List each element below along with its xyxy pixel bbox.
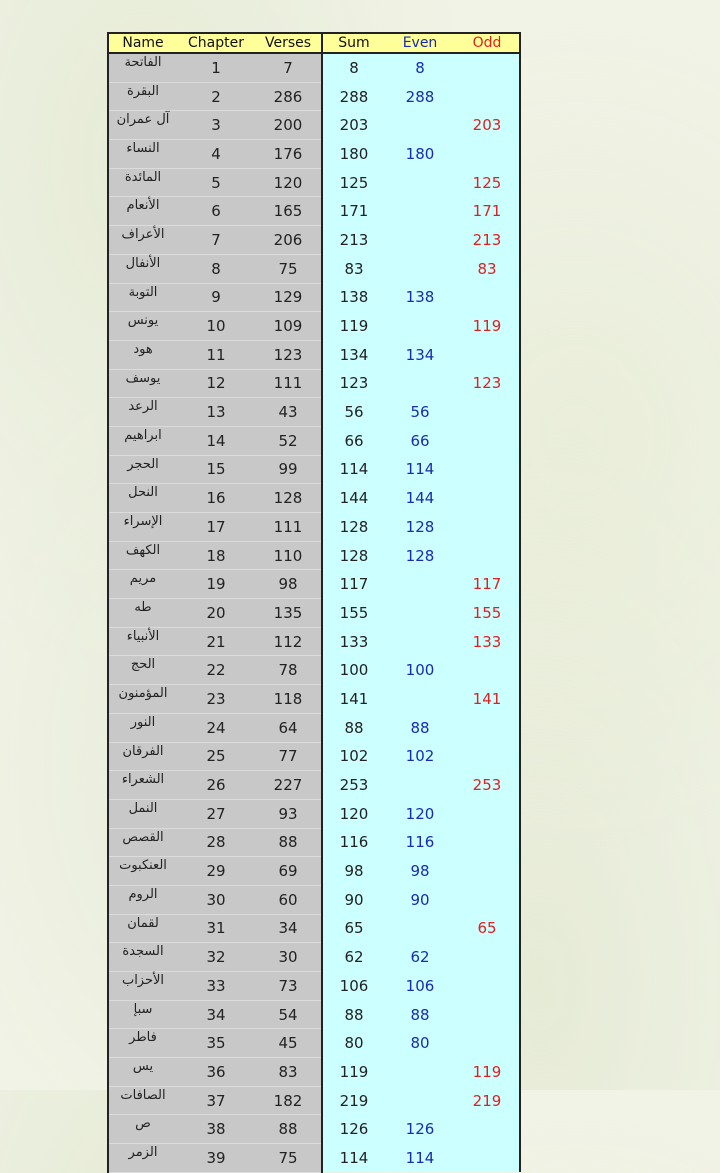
cell-verses: 78 bbox=[255, 656, 322, 685]
cell-odd bbox=[455, 541, 520, 570]
cell-odd: 65 bbox=[455, 914, 520, 943]
cell-name: العنكبوت bbox=[108, 857, 177, 886]
cell-sum: 66 bbox=[322, 426, 385, 455]
cell-chapter: 12 bbox=[177, 369, 255, 398]
cell-verses: 98 bbox=[255, 570, 322, 599]
cell-verses: 43 bbox=[255, 398, 322, 427]
cell-even: 90 bbox=[385, 885, 455, 914]
table-row bbox=[108, 53, 520, 82]
table-row bbox=[108, 226, 520, 255]
cell-odd bbox=[455, 799, 520, 828]
cell-chapter: 10 bbox=[177, 312, 255, 341]
cell-name: الأنعام bbox=[108, 197, 177, 226]
cell-odd bbox=[455, 972, 520, 1001]
cell-odd bbox=[455, 1115, 520, 1144]
cell-odd: 141 bbox=[455, 685, 520, 714]
cell-name: طه bbox=[108, 599, 177, 628]
cell-chapter: 39 bbox=[177, 1144, 255, 1173]
cell-even bbox=[385, 168, 455, 197]
cell-even bbox=[385, 254, 455, 283]
cell-odd bbox=[455, 656, 520, 685]
cell-even: 134 bbox=[385, 340, 455, 369]
cell-verses: 93 bbox=[255, 799, 322, 828]
table-row bbox=[108, 340, 520, 369]
cell-sum: 126 bbox=[322, 1115, 385, 1144]
header-name: Name bbox=[108, 33, 177, 53]
cell-sum: 128 bbox=[322, 513, 385, 542]
cell-verses: 52 bbox=[255, 426, 322, 455]
cell-sum: 133 bbox=[322, 627, 385, 656]
header-chapter: Chapter bbox=[177, 33, 255, 53]
cell-name: الأنفال bbox=[108, 254, 177, 283]
cell-chapter: 4 bbox=[177, 140, 255, 169]
cell-sum: 288 bbox=[322, 82, 385, 111]
cell-sum: 114 bbox=[322, 1144, 385, 1173]
cell-verses: 176 bbox=[255, 140, 322, 169]
cell-odd bbox=[455, 1000, 520, 1029]
header-sum: Sum bbox=[322, 33, 385, 53]
cell-chapter: 23 bbox=[177, 685, 255, 714]
cell-even: 116 bbox=[385, 828, 455, 857]
cell-name: النور bbox=[108, 713, 177, 742]
cell-odd bbox=[455, 713, 520, 742]
cell-sum: 123 bbox=[322, 369, 385, 398]
cell-sum: 171 bbox=[322, 197, 385, 226]
cell-verses: 128 bbox=[255, 484, 322, 513]
table-row bbox=[108, 82, 520, 111]
cell-chapter: 38 bbox=[177, 1115, 255, 1144]
table-row bbox=[108, 771, 520, 800]
cell-chapter: 6 bbox=[177, 197, 255, 226]
cell-odd: 213 bbox=[455, 226, 520, 255]
cell-even bbox=[385, 1058, 455, 1087]
cell-odd bbox=[455, 140, 520, 169]
cell-chapter: 21 bbox=[177, 627, 255, 656]
cell-chapter: 19 bbox=[177, 570, 255, 599]
table-row bbox=[108, 168, 520, 197]
header-even: Even bbox=[385, 33, 455, 53]
cell-odd bbox=[455, 742, 520, 771]
cell-name: مريم bbox=[108, 570, 177, 599]
cell-name: القصص bbox=[108, 828, 177, 857]
cell-chapter: 31 bbox=[177, 914, 255, 943]
cell-chapter: 24 bbox=[177, 713, 255, 742]
cell-sum: 65 bbox=[322, 914, 385, 943]
cell-chapter: 14 bbox=[177, 426, 255, 455]
cell-name: النحل bbox=[108, 484, 177, 513]
cell-verses: 165 bbox=[255, 197, 322, 226]
cell-name: فاطر bbox=[108, 1029, 177, 1058]
table-row bbox=[108, 828, 520, 857]
cell-chapter: 3 bbox=[177, 111, 255, 140]
cell-odd bbox=[455, 828, 520, 857]
cell-sum: 90 bbox=[322, 885, 385, 914]
cell-chapter: 17 bbox=[177, 513, 255, 542]
cell-odd: 203 bbox=[455, 111, 520, 140]
cell-verses: 60 bbox=[255, 885, 322, 914]
cell-sum: 144 bbox=[322, 484, 385, 513]
cell-sum: 141 bbox=[322, 685, 385, 714]
cell-odd: 219 bbox=[455, 1086, 520, 1115]
cell-even: 144 bbox=[385, 484, 455, 513]
cell-chapter: 30 bbox=[177, 885, 255, 914]
cell-name: الحجر bbox=[108, 455, 177, 484]
cell-name: لقمان bbox=[108, 914, 177, 943]
cell-odd: 171 bbox=[455, 197, 520, 226]
cell-name: الفاتحة bbox=[108, 53, 177, 82]
cell-chapter: 33 bbox=[177, 972, 255, 1001]
cell-verses: 129 bbox=[255, 283, 322, 312]
cell-name: يونس bbox=[108, 312, 177, 341]
cell-even bbox=[385, 599, 455, 628]
cell-sum: 119 bbox=[322, 1058, 385, 1087]
cell-chapter: 29 bbox=[177, 857, 255, 886]
cell-even: 106 bbox=[385, 972, 455, 1001]
cell-chapter: 32 bbox=[177, 943, 255, 972]
cell-even: 88 bbox=[385, 1000, 455, 1029]
cell-chapter: 28 bbox=[177, 828, 255, 857]
cell-verses: 73 bbox=[255, 972, 322, 1001]
cell-chapter: 7 bbox=[177, 226, 255, 255]
cell-verses: 110 bbox=[255, 541, 322, 570]
table-row bbox=[108, 943, 520, 972]
cell-odd bbox=[455, 885, 520, 914]
cell-name: هود bbox=[108, 340, 177, 369]
cell-odd: 123 bbox=[455, 369, 520, 398]
table-row bbox=[108, 541, 520, 570]
cell-name: الأنبياء bbox=[108, 627, 177, 656]
cell-name: الفرقان bbox=[108, 742, 177, 771]
cell-sum: 180 bbox=[322, 140, 385, 169]
cell-chapter: 27 bbox=[177, 799, 255, 828]
cell-even: 138 bbox=[385, 283, 455, 312]
cell-verses: 64 bbox=[255, 713, 322, 742]
cell-even: 114 bbox=[385, 455, 455, 484]
cell-sum: 114 bbox=[322, 455, 385, 484]
cell-even bbox=[385, 197, 455, 226]
cell-even: 56 bbox=[385, 398, 455, 427]
cell-odd bbox=[455, 857, 520, 886]
cell-even: 62 bbox=[385, 943, 455, 972]
cell-name: الرعد bbox=[108, 398, 177, 427]
cell-verses: 88 bbox=[255, 1115, 322, 1144]
cell-name: سبإ bbox=[108, 1000, 177, 1029]
cell-verses: 120 bbox=[255, 168, 322, 197]
table-row bbox=[108, 426, 520, 455]
cell-odd bbox=[455, 82, 520, 111]
cell-verses: 227 bbox=[255, 771, 322, 800]
cell-name: الإسراء bbox=[108, 513, 177, 542]
table-row bbox=[108, 914, 520, 943]
cell-sum: 138 bbox=[322, 283, 385, 312]
header-odd: Odd bbox=[455, 33, 520, 53]
cell-name: الزمر bbox=[108, 1144, 177, 1173]
cell-chapter: 22 bbox=[177, 656, 255, 685]
cell-verses: 135 bbox=[255, 599, 322, 628]
cell-name: الروم bbox=[108, 885, 177, 914]
cell-sum: 128 bbox=[322, 541, 385, 570]
cell-even bbox=[385, 226, 455, 255]
cell-verses: 182 bbox=[255, 1086, 322, 1115]
cell-name: آل عمران bbox=[108, 111, 177, 140]
cell-even bbox=[385, 685, 455, 714]
cell-chapter: 20 bbox=[177, 599, 255, 628]
cell-odd: 133 bbox=[455, 627, 520, 656]
cell-name: الأحزاب bbox=[108, 972, 177, 1001]
table-row bbox=[108, 283, 520, 312]
cell-odd bbox=[455, 1029, 520, 1058]
cell-verses: 45 bbox=[255, 1029, 322, 1058]
cell-odd: 155 bbox=[455, 599, 520, 628]
cell-chapter: 25 bbox=[177, 742, 255, 771]
cell-chapter: 1 bbox=[177, 53, 255, 82]
cell-sum: 203 bbox=[322, 111, 385, 140]
cell-sum: 83 bbox=[322, 254, 385, 283]
cell-verses: 88 bbox=[255, 828, 322, 857]
cell-even: 102 bbox=[385, 742, 455, 771]
table-row bbox=[108, 197, 520, 226]
cell-even: 114 bbox=[385, 1144, 455, 1173]
cell-sum: 106 bbox=[322, 972, 385, 1001]
cell-name: السجدة bbox=[108, 943, 177, 972]
cell-even: 288 bbox=[385, 82, 455, 111]
cell-odd bbox=[455, 484, 520, 513]
cell-sum: 62 bbox=[322, 943, 385, 972]
cell-odd bbox=[455, 398, 520, 427]
cell-odd: 119 bbox=[455, 312, 520, 341]
table-row bbox=[108, 1144, 520, 1173]
table-row bbox=[108, 369, 520, 398]
cell-name: النمل bbox=[108, 799, 177, 828]
cell-sum: 117 bbox=[322, 570, 385, 599]
cell-sum: 102 bbox=[322, 742, 385, 771]
cell-odd bbox=[455, 426, 520, 455]
table-row bbox=[108, 713, 520, 742]
surah-table bbox=[107, 32, 521, 1173]
cell-chapter: 35 bbox=[177, 1029, 255, 1058]
cell-verses: 286 bbox=[255, 82, 322, 111]
cell-even: 98 bbox=[385, 857, 455, 886]
cell-even: 80 bbox=[385, 1029, 455, 1058]
cell-even bbox=[385, 627, 455, 656]
cell-odd: 83 bbox=[455, 254, 520, 283]
cell-sum: 213 bbox=[322, 226, 385, 255]
cell-verses: 75 bbox=[255, 254, 322, 283]
table-row bbox=[108, 111, 520, 140]
cell-sum: 88 bbox=[322, 1000, 385, 1029]
cell-even bbox=[385, 312, 455, 341]
cell-chapter: 5 bbox=[177, 168, 255, 197]
cell-name: يوسف bbox=[108, 369, 177, 398]
table-row bbox=[108, 742, 520, 771]
cell-odd: 117 bbox=[455, 570, 520, 599]
cell-chapter: 26 bbox=[177, 771, 255, 800]
cell-verses: 69 bbox=[255, 857, 322, 886]
cell-odd bbox=[455, 455, 520, 484]
cell-verses: 75 bbox=[255, 1144, 322, 1173]
cell-name: الكهف bbox=[108, 541, 177, 570]
cell-verses: 200 bbox=[255, 111, 322, 140]
cell-name: ص bbox=[108, 1115, 177, 1144]
cell-sum: 8 bbox=[322, 53, 385, 82]
cell-name: ابراهيم bbox=[108, 426, 177, 455]
cell-odd bbox=[455, 943, 520, 972]
table-row bbox=[108, 1058, 520, 1087]
cell-name: التوبة bbox=[108, 283, 177, 312]
cell-chapter: 9 bbox=[177, 283, 255, 312]
cell-even: 66 bbox=[385, 426, 455, 455]
table-row bbox=[108, 599, 520, 628]
cell-even bbox=[385, 570, 455, 599]
table-row bbox=[108, 140, 520, 169]
cell-chapter: 13 bbox=[177, 398, 255, 427]
cell-verses: 77 bbox=[255, 742, 322, 771]
cell-chapter: 18 bbox=[177, 541, 255, 570]
table-row bbox=[108, 312, 520, 341]
cell-name: النساء bbox=[108, 140, 177, 169]
cell-odd bbox=[455, 53, 520, 82]
table-row bbox=[108, 1029, 520, 1058]
cell-name: الشعراء bbox=[108, 771, 177, 800]
table-row bbox=[108, 627, 520, 656]
cell-verses: 99 bbox=[255, 455, 322, 484]
cell-odd: 253 bbox=[455, 771, 520, 800]
cell-sum: 119 bbox=[322, 312, 385, 341]
cell-verses: 34 bbox=[255, 914, 322, 943]
cell-sum: 120 bbox=[322, 799, 385, 828]
table-row bbox=[108, 1000, 520, 1029]
table-body bbox=[108, 53, 520, 1172]
cell-name: المؤمنون bbox=[108, 685, 177, 714]
cell-name: المائدة bbox=[108, 168, 177, 197]
table-row bbox=[108, 1086, 520, 1115]
cell-name: البقرة bbox=[108, 82, 177, 111]
cell-chapter: 15 bbox=[177, 455, 255, 484]
cell-even: 128 bbox=[385, 541, 455, 570]
table-row bbox=[108, 398, 520, 427]
cell-even: 120 bbox=[385, 799, 455, 828]
cell-chapter: 2 bbox=[177, 82, 255, 111]
cell-verses: 118 bbox=[255, 685, 322, 714]
header-verses: Verses bbox=[255, 33, 322, 53]
cell-odd: 125 bbox=[455, 168, 520, 197]
cell-odd bbox=[455, 1144, 520, 1173]
cell-even bbox=[385, 1086, 455, 1115]
cell-verses: 206 bbox=[255, 226, 322, 255]
table-row bbox=[108, 1115, 520, 1144]
cell-even: 128 bbox=[385, 513, 455, 542]
cell-verses: 112 bbox=[255, 627, 322, 656]
cell-verses: 7 bbox=[255, 53, 322, 82]
cell-odd bbox=[455, 513, 520, 542]
table-row bbox=[108, 484, 520, 513]
table-row bbox=[108, 254, 520, 283]
header-row bbox=[108, 33, 520, 53]
cell-name: الحج bbox=[108, 656, 177, 685]
cell-chapter: 34 bbox=[177, 1000, 255, 1029]
cell-even bbox=[385, 771, 455, 800]
cell-chapter: 16 bbox=[177, 484, 255, 513]
table-row bbox=[108, 799, 520, 828]
cell-sum: 116 bbox=[322, 828, 385, 857]
cell-sum: 80 bbox=[322, 1029, 385, 1058]
cell-even: 126 bbox=[385, 1115, 455, 1144]
cell-chapter: 36 bbox=[177, 1058, 255, 1087]
cell-sum: 88 bbox=[322, 713, 385, 742]
cell-chapter: 8 bbox=[177, 254, 255, 283]
cell-verses: 83 bbox=[255, 1058, 322, 1087]
table-row bbox=[108, 570, 520, 599]
table-row bbox=[108, 857, 520, 886]
cell-name: يس bbox=[108, 1058, 177, 1087]
cell-even: 180 bbox=[385, 140, 455, 169]
cell-odd: 119 bbox=[455, 1058, 520, 1087]
table-row bbox=[108, 455, 520, 484]
table-row bbox=[108, 885, 520, 914]
cell-verses: 111 bbox=[255, 513, 322, 542]
cell-verses: 111 bbox=[255, 369, 322, 398]
cell-chapter: 11 bbox=[177, 340, 255, 369]
table-row bbox=[108, 513, 520, 542]
cell-verses: 109 bbox=[255, 312, 322, 341]
cell-even bbox=[385, 369, 455, 398]
cell-even bbox=[385, 111, 455, 140]
cell-name: الأعراف bbox=[108, 226, 177, 255]
cell-sum: 98 bbox=[322, 857, 385, 886]
cell-even bbox=[385, 914, 455, 943]
cell-sum: 125 bbox=[322, 168, 385, 197]
cell-verses: 54 bbox=[255, 1000, 322, 1029]
cell-sum: 134 bbox=[322, 340, 385, 369]
cell-odd bbox=[455, 283, 520, 312]
cell-even: 100 bbox=[385, 656, 455, 685]
cell-sum: 100 bbox=[322, 656, 385, 685]
cell-even: 88 bbox=[385, 713, 455, 742]
cell-even: 8 bbox=[385, 53, 455, 82]
cell-sum: 155 bbox=[322, 599, 385, 628]
table-row bbox=[108, 972, 520, 1001]
cell-verses: 123 bbox=[255, 340, 322, 369]
cell-sum: 56 bbox=[322, 398, 385, 427]
cell-chapter: 37 bbox=[177, 1086, 255, 1115]
cell-sum: 253 bbox=[322, 771, 385, 800]
cell-odd bbox=[455, 340, 520, 369]
cell-sum: 219 bbox=[322, 1086, 385, 1115]
cell-name: الصافات bbox=[108, 1086, 177, 1115]
table-row bbox=[108, 656, 520, 685]
cell-verses: 30 bbox=[255, 943, 322, 972]
table-row bbox=[108, 685, 520, 714]
